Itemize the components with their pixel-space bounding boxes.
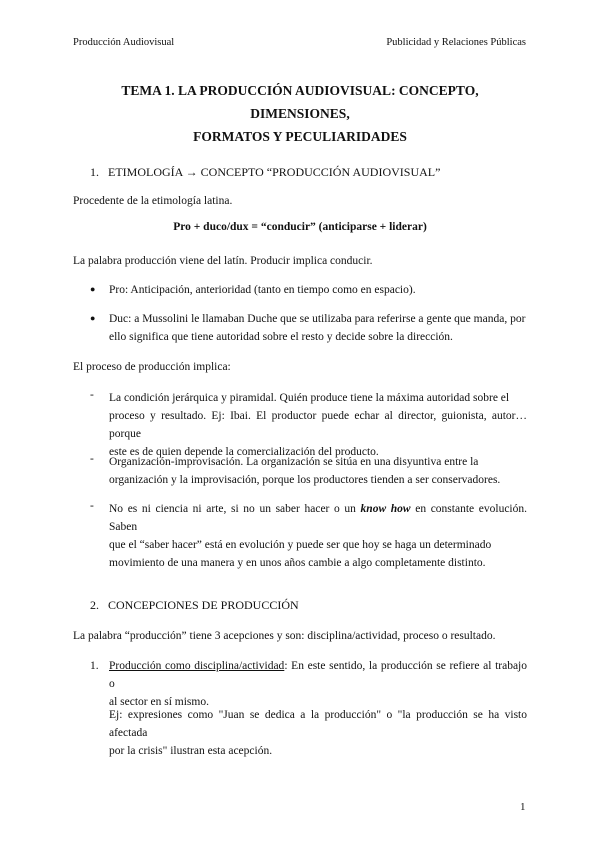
dash-marker: - [90,453,94,465]
numbered-line-2: al sector en sí mismo. [109,696,209,708]
dash-marker: - [90,389,94,401]
dash-marker: - [90,500,94,512]
title-line-1: TEMA 1. LA PRODUCCIÓN AUDIOVISUAL: CONCEPTO, DIMENSIONES, [121,83,479,121]
header-right: Publicidad y Relaciones Públicas [386,37,526,48]
page-title [73,79,527,148]
dash-1-line-2: proceso y resultado. Ej: Ibai. El productor puede echar al director, guionista, autor… porque [109,410,527,440]
paragraph-acepciones: La palabra “producción” tiene 3 acepciones y son: disciplina/actividad, proceso o resultado. [73,630,496,642]
etymology-formula: Pro + duco/dux = “conducir” (anticiparse + liderar) [173,221,427,233]
section-1-title: ETIMOLOGÍA → CONCEPTO “PRODUCCIÓN AUDIOVISUAL” [108,165,441,179]
example-line-2: por la crisis" ilustran esta acepción. [109,745,273,757]
bullet-duc-line-2: ello significa que tiene autoridad sobre el resto y decide sobre la dirección. [109,331,453,343]
dash-2-line-2: organización y la improvisación, porque los productores tienden a ser conservadores. [109,474,501,486]
dash-3-line-3: movimiento de una manera y en unos años cambie a algo completamente distinto. [109,557,486,569]
section-2-title: CONCEPCIONES DE PRODUCCIÓN [108,598,299,612]
header-left: Producción Audiovisual [73,37,175,48]
paragraph-process: El proceso de producción implica: [73,361,231,373]
know-how-emphasis: know how [360,503,411,515]
numbered-item-number: 1. [90,660,99,672]
paragraph-origin: Procedente de la etimología latina. [73,195,233,207]
bullet-duc-line-1: Duc: a Mussolini le llamaban Duche que se utilizaba para referirse a gente que manda, por [109,313,526,325]
bullet-icon: ● [90,284,96,294]
dash-item-saber-hacer [109,500,527,572]
section-1-heading [90,165,440,180]
dash-3-line-2: que el “saber hacer” está en evolución y puede ser que hoy se haga un determinado [109,539,492,551]
numbered-line-1: Producción como disciplina/actividad: En este sentido, la producción se refiere al trabajo o [109,660,527,690]
example-line-1: Ej: expresiones como "Juan se dedica a la producción" o "la producción se ha visto afectada [109,709,527,739]
example-paragraph [109,706,527,760]
dash-item-organizacion [109,453,527,489]
section-1-number: 1. [90,165,99,179]
paragraph-latin: La palabra producción viene del latín. Producir implica conducir. [73,255,373,267]
section-2-heading [90,598,299,613]
dash-3-line-1: No es ni ciencia ni arte, si no un saber hacer o un know how en constante evolución. Saben [109,503,527,533]
bullet-text-duc [109,310,527,346]
section-2-number: 2. [90,598,99,612]
title-line-2: FORMATOS Y PECULIARIDADES [193,129,407,144]
definition-term: Producción como disciplina/actividad [109,660,285,672]
page-number: 1 [520,801,526,813]
dash-item-jerarquia [109,389,527,461]
bullet-text-pro: Pro: Anticipación, anterioridad (tanto en tiempo como en espacio). [109,284,416,296]
dash-2-line-1: Organización-improvisación. La organización se sitúa en una disyuntiva entre la [109,456,479,468]
dash-1-line-1: La condición jerárquica y piramidal. Quién produce tiene la máxima autoridad sobre el [109,392,510,404]
dash-1-line-3: este es de quien depende la comercialización del producto. [109,446,379,458]
numbered-item-disciplina [109,657,527,711]
bullet-icon: ● [90,313,96,323]
